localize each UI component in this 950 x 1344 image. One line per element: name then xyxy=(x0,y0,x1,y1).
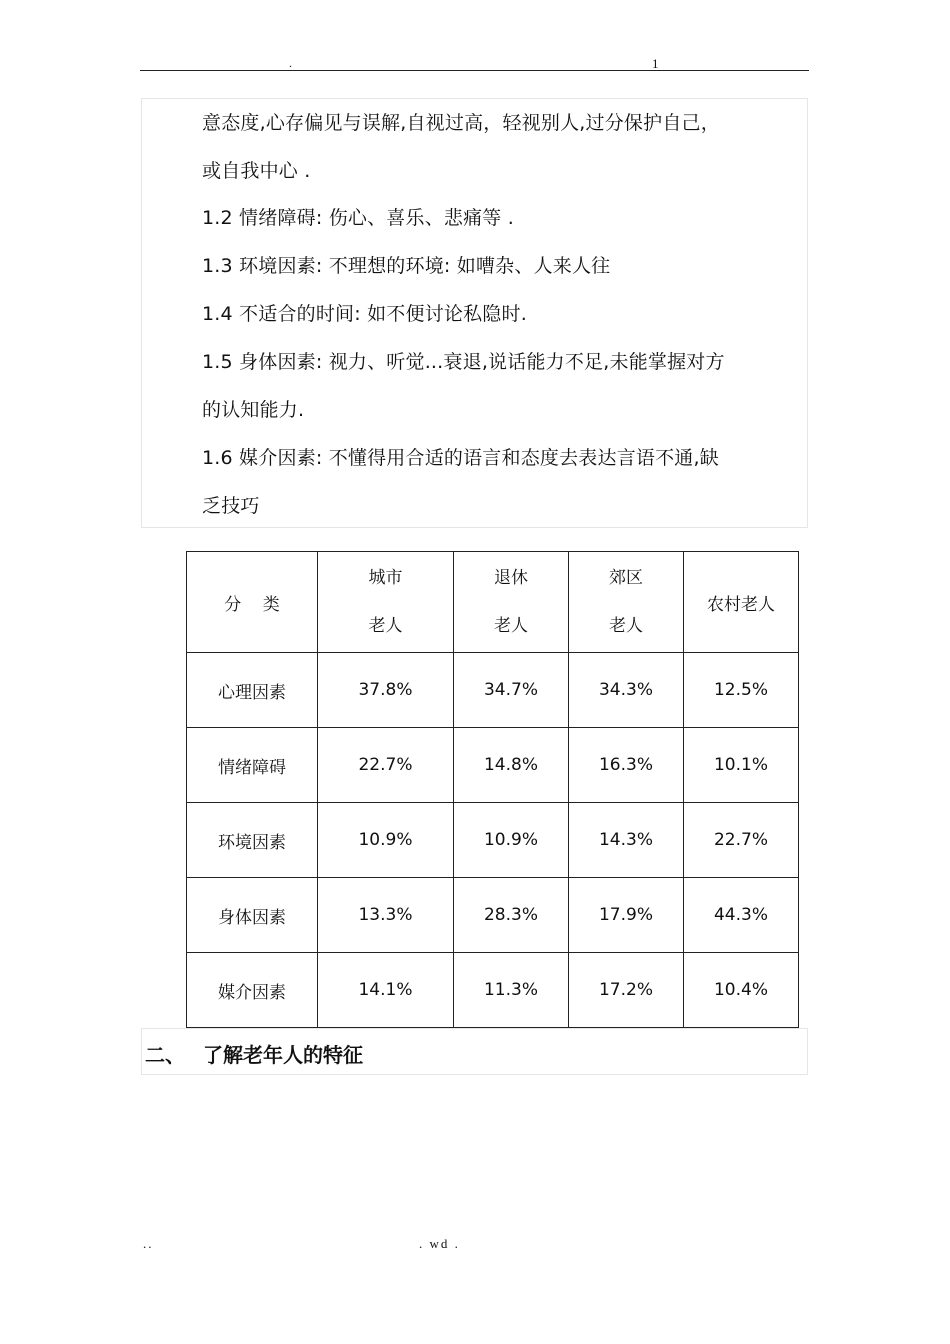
paragraph-line-2: 或自我中心 . xyxy=(202,160,311,182)
row-label: 环境因素 xyxy=(187,803,318,878)
page-number: 1 xyxy=(652,56,659,71)
cell-value: 13.3% xyxy=(318,878,454,953)
row-label: 心理因素 xyxy=(187,653,318,728)
row-label: 情绪障碍 xyxy=(187,728,318,803)
table-row xyxy=(187,728,799,803)
cell-value: 16.3% xyxy=(569,728,684,803)
cell-value: 34.7% xyxy=(454,653,569,728)
header-rule xyxy=(140,70,809,71)
cell-value: 34.3% xyxy=(569,653,684,728)
header-suburban-elderly: 郊区 老人 xyxy=(569,552,684,653)
statistics-table xyxy=(186,551,799,1028)
header-rural-elderly: 农村老人 xyxy=(684,552,799,653)
cell-value: 37.8% xyxy=(318,653,454,728)
footer-left: .. xyxy=(143,1236,154,1251)
item-1-3: 1.3 环境因素: 不理想的环境: 如嘈杂、人来人往 xyxy=(202,255,611,277)
cell-value: 22.7% xyxy=(318,728,454,803)
table-row xyxy=(187,953,799,1028)
section-heading xyxy=(145,1039,363,1068)
cell-value: 10.4% xyxy=(684,953,799,1028)
cell-value: 28.3% xyxy=(454,878,569,953)
cell-value: 12.5% xyxy=(684,653,799,728)
cell-value: 17.9% xyxy=(569,878,684,953)
cell-value: 10.1% xyxy=(684,728,799,803)
item-1-2: 1.2 情绪障碍: 伤心、喜乐、悲痛等 . xyxy=(202,207,514,229)
cell-value: 11.3% xyxy=(454,953,569,1028)
cell-value: 44.3% xyxy=(684,878,799,953)
row-label: 身体因素 xyxy=(187,878,318,953)
cell-value: 10.9% xyxy=(318,803,454,878)
cell-value: 14.8% xyxy=(454,728,569,803)
table-row xyxy=(187,803,799,878)
item-1-6-cont: 乏技巧 xyxy=(202,495,260,517)
table-row xyxy=(187,878,799,953)
cell-value: 22.7% xyxy=(684,803,799,878)
header-city-elderly: 城市 老人 xyxy=(318,552,454,653)
header-retired-elderly: 退休 老人 xyxy=(454,552,569,653)
item-1-5-cont: 的认知能力. xyxy=(202,399,305,421)
header-dot: . xyxy=(289,56,292,70)
item-1-5: 1.5 身体因素: 视力、听觉...衰退,说话能力不足,未能掌握对方 xyxy=(202,351,725,373)
table-header-row xyxy=(187,552,799,653)
paragraph-line-1: 意态度,心存偏见与误解,自视过高，轻视别人,过分保护自己， xyxy=(202,112,720,134)
cell-value: 14.3% xyxy=(569,803,684,878)
section-number: 二、 xyxy=(145,1043,185,1067)
section-title: 了解老年人的特征 xyxy=(203,1043,363,1067)
item-1-4: 1.4 不适合的时间: 如不便讨论私隐时. xyxy=(202,303,527,325)
item-1-6: 1.6 媒介因素: 不懂得用合适的语言和态度去表达言语不通,缺 xyxy=(202,447,719,469)
row-label: 媒介因素 xyxy=(187,953,318,1028)
cell-value: 10.9% xyxy=(454,803,569,878)
cell-value: 14.1% xyxy=(318,953,454,1028)
table-row xyxy=(187,653,799,728)
header-category: 分 类 xyxy=(187,552,318,653)
cell-value: 17.2% xyxy=(569,953,684,1028)
footer-center: . wd . xyxy=(419,1236,460,1251)
